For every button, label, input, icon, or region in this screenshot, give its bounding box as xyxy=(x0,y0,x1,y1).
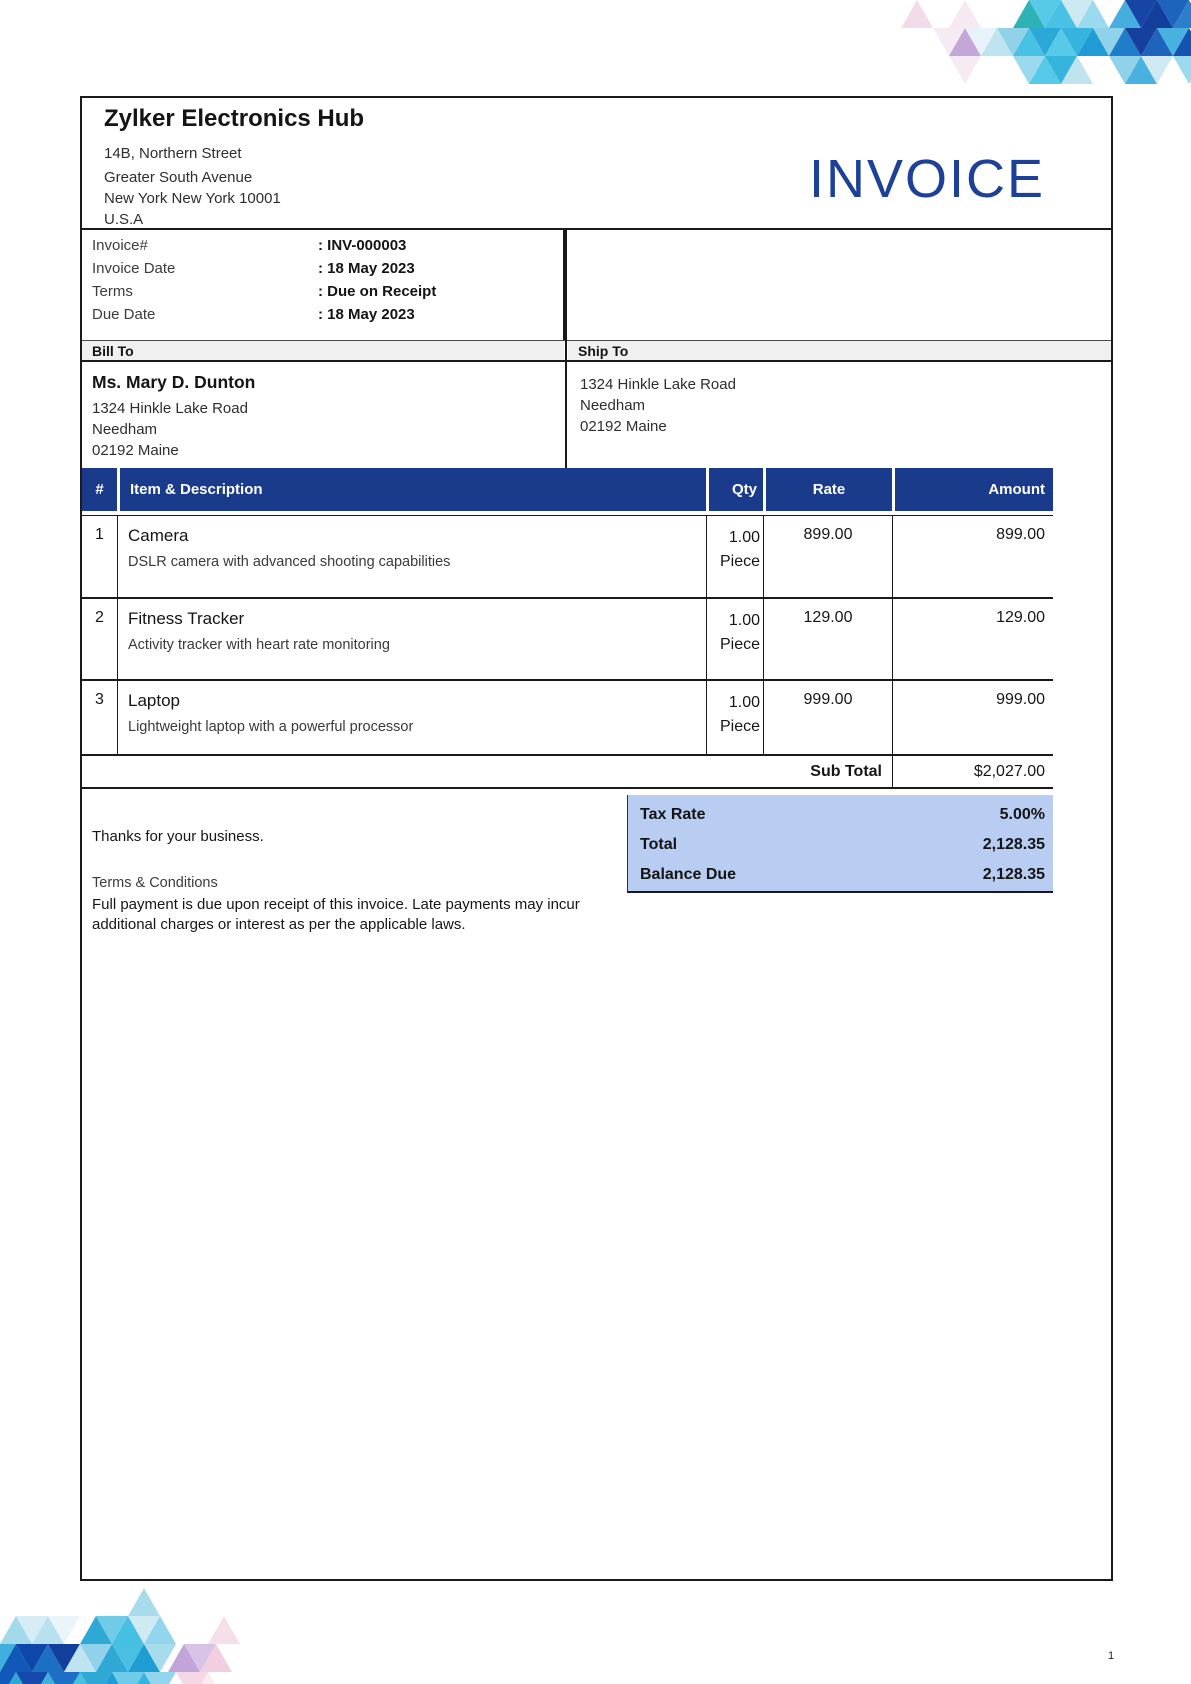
ship-to-heading: Ship To xyxy=(568,341,1111,360)
page-number: 1 xyxy=(1108,1650,1115,1662)
thanks-note: Thanks for your business. xyxy=(92,828,264,845)
header-index: # xyxy=(95,481,104,498)
item-index: 1 xyxy=(95,526,104,543)
total-value: 2,128.35 xyxy=(982,836,1045,853)
items-table-body xyxy=(82,515,1053,756)
item-qty xyxy=(706,599,763,679)
total-label: Total xyxy=(640,836,678,853)
meta-row-invoice-number xyxy=(92,237,563,260)
item-amount: 899.00 xyxy=(892,516,1053,597)
meta-label: Due Date xyxy=(92,306,156,323)
meta-row-terms xyxy=(92,283,563,306)
header-qty: Qty xyxy=(706,468,763,511)
parties-header-bar xyxy=(82,340,1111,362)
bill-to-address xyxy=(92,372,255,461)
qty-value: 1.00 xyxy=(728,529,760,546)
item-cell xyxy=(117,681,706,754)
invoice-meta-section xyxy=(82,228,1111,340)
tax-rate-value: 5.00% xyxy=(999,806,1045,823)
items-table xyxy=(82,468,1053,789)
items-table-header xyxy=(82,468,1053,511)
qty-value: 1.00 xyxy=(728,694,760,711)
meta-value: : 18 May 2023 xyxy=(318,306,415,323)
qty-unit: Piece xyxy=(719,718,760,735)
meta-label: Invoice Date xyxy=(92,260,176,277)
item-name: Camera xyxy=(128,526,189,545)
item-cell xyxy=(117,516,706,597)
decorative-triangle-mosaic-top-right xyxy=(869,0,1191,86)
qty-value: 1.00 xyxy=(728,612,760,629)
table-row xyxy=(82,599,1053,681)
meta-value: : 18 May 2023 xyxy=(318,260,415,277)
item-qty xyxy=(706,681,763,754)
item-description: DSLR camera with advanced shooting capabilities xyxy=(128,554,451,570)
tax-rate-label: Tax Rate xyxy=(640,806,706,823)
bill-address-line: Needham xyxy=(92,421,158,438)
bill-address-line: 02192 Maine xyxy=(92,442,179,459)
meta-value: : INV-000003 xyxy=(318,237,407,254)
balance-due-label: Balance Due xyxy=(640,866,737,883)
meta-label: Terms xyxy=(92,283,133,300)
item-rate: 999.00 xyxy=(763,681,892,754)
column-divider xyxy=(565,228,567,468)
total-row xyxy=(628,831,1053,861)
header-item-description: Item & Description xyxy=(117,468,706,511)
totals-box xyxy=(627,795,1053,893)
qty-unit: Piece xyxy=(719,636,760,653)
bill-to-heading: Bill To xyxy=(82,341,564,360)
item-qty xyxy=(706,516,763,597)
item-name: Laptop xyxy=(128,691,180,710)
item-index: 3 xyxy=(95,691,104,708)
subtotal-value: $2,027.00 xyxy=(892,756,1053,787)
ship-to-address xyxy=(580,374,736,437)
header-rate: Rate xyxy=(763,468,892,511)
item-rate: 899.00 xyxy=(763,516,892,597)
balance-due-value: 2,128.35 xyxy=(982,866,1045,883)
seller-address-line: Greater South Avenue xyxy=(104,169,253,186)
item-amount: 129.00 xyxy=(892,599,1053,679)
meta-label: Invoice# xyxy=(92,237,148,254)
bill-address-line: 1324 Hinkle Lake Road xyxy=(92,400,248,417)
parties-section xyxy=(82,362,1111,468)
meta-row-due-date xyxy=(92,306,563,329)
table-row xyxy=(82,516,1053,599)
seller-address-line: 14B, Northern Street xyxy=(104,145,242,162)
item-rate: 129.00 xyxy=(763,599,892,679)
header-amount: Amount xyxy=(892,468,1053,511)
seller-name: Zylker Electronics Hub xyxy=(104,105,365,132)
document-title: INVOICE xyxy=(808,149,1045,209)
invoice-meta-cell xyxy=(82,230,565,340)
invoice-document xyxy=(80,96,1113,1581)
item-index: 2 xyxy=(95,609,104,626)
table-row xyxy=(82,681,1053,756)
customer-name: Ms. Mary D. Dunton xyxy=(92,372,256,392)
item-amount: 999.00 xyxy=(892,681,1053,754)
seller-address-line: New York New York 10001 xyxy=(104,190,281,207)
balance-due-row xyxy=(628,861,1053,891)
item-description: Activity tracker with heart rate monitoring xyxy=(128,637,390,653)
meta-value: : Due on Receipt xyxy=(318,283,437,300)
terms-body: Full payment is due upon receipt of this invoice. Late payments may incur additional charges or interest as per the applicable laws. xyxy=(92,896,580,933)
item-cell xyxy=(117,599,706,679)
meta-row-invoice-date xyxy=(92,260,563,283)
seller-address xyxy=(104,143,281,230)
item-description: Lightweight laptop with a powerful processor xyxy=(128,719,414,735)
tax-rate-row xyxy=(628,801,1053,831)
seller-address-line: U.S.A xyxy=(104,211,144,228)
ship-address-line: 02192 Maine xyxy=(580,418,667,435)
item-name: Fitness Tracker xyxy=(128,609,245,628)
ship-address-line: 1324 Hinkle Lake Road xyxy=(580,376,736,393)
decorative-triangle-mosaic-bottom-left xyxy=(0,1580,312,1684)
qty-unit: Piece xyxy=(719,553,760,570)
subtotal-row xyxy=(82,756,1053,789)
ship-address-line: Needham xyxy=(580,397,646,414)
subtotal-label: Sub Total xyxy=(810,763,882,780)
terms-heading: Terms & Conditions xyxy=(92,875,218,891)
